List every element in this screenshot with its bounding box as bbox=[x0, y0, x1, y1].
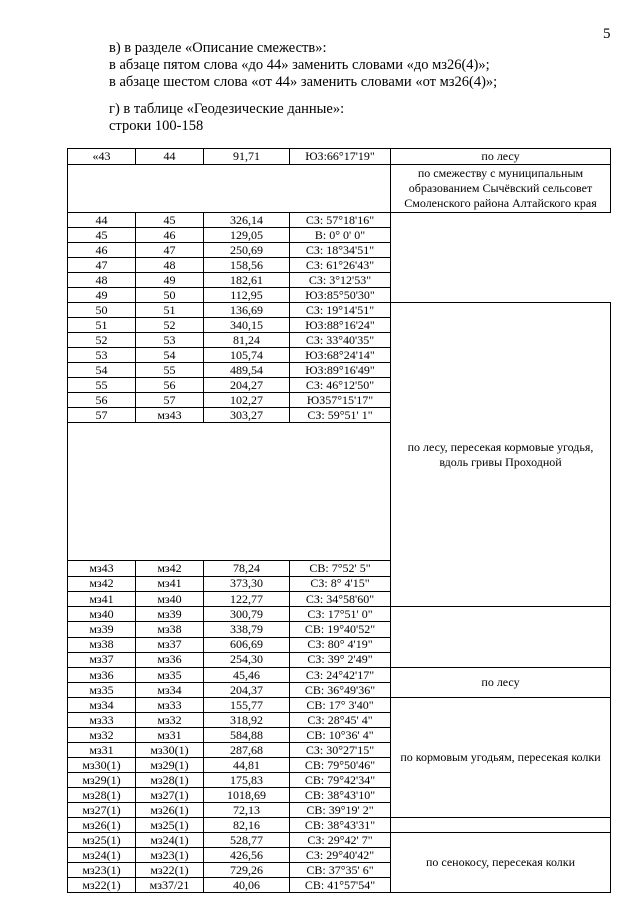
point-to-cell: мз24(1) bbox=[136, 833, 204, 848]
land-description-cell: по сенокосу, пересекая колки bbox=[391, 833, 611, 893]
distance-cell: 250,69 bbox=[204, 243, 290, 258]
bearing-cell: СЗ: 18°34'51" bbox=[290, 243, 391, 258]
point-from-cell: 53 bbox=[68, 348, 136, 363]
point-from-cell: мз37 bbox=[68, 652, 136, 667]
point-from-cell: 47 bbox=[68, 258, 136, 273]
bearing-cell: СЗ: 57°18'16" bbox=[290, 213, 391, 228]
distance-cell: 78,24 bbox=[204, 561, 290, 577]
bearing-cell: СЗ: 34°58'60" bbox=[290, 592, 391, 607]
distance-cell: 606,69 bbox=[204, 637, 290, 652]
point-to-cell: мз40 bbox=[136, 592, 204, 607]
point-from-cell: мз41 bbox=[68, 592, 136, 607]
table-row bbox=[68, 833, 611, 848]
point-from-cell: мз26(1) bbox=[68, 818, 136, 833]
point-from-cell: мз23(1) bbox=[68, 863, 136, 878]
land-description-cell: по лесу bbox=[391, 149, 611, 165]
distance-cell: 300,79 bbox=[204, 607, 290, 622]
distance-cell: 44,81 bbox=[204, 758, 290, 773]
distance-cell: 175,83 bbox=[204, 773, 290, 788]
point-to-cell: 51 bbox=[136, 303, 204, 318]
amendment-text bbox=[109, 40, 497, 135]
point-to-cell: мз26(1) bbox=[136, 803, 204, 818]
distance-cell: 287,68 bbox=[204, 743, 290, 758]
point-to-cell: мз38 bbox=[136, 622, 204, 637]
bearing-cell: СЗ: 33°40'35" bbox=[290, 333, 391, 348]
point-from-cell: мз32 bbox=[68, 728, 136, 743]
point-from-cell: 44 bbox=[68, 213, 136, 228]
point-to-cell: 55 bbox=[136, 363, 204, 378]
distance-cell: 102,27 bbox=[204, 393, 290, 408]
distance-cell: 112,95 bbox=[204, 288, 290, 303]
point-to-cell: 53 bbox=[136, 333, 204, 348]
table-row bbox=[68, 243, 611, 258]
land-description-cell: по лесу bbox=[391, 668, 611, 698]
distance-cell: 91,71 bbox=[204, 149, 290, 165]
point-to-cell: 47 bbox=[136, 243, 204, 258]
point-from-cell: 50 bbox=[68, 303, 136, 318]
point-to-cell: мз25(1) bbox=[136, 818, 204, 833]
bearing-cell: СЗ: 30°27'15" bbox=[290, 743, 391, 758]
bearing-cell: ЮЗ:66°17'19" bbox=[290, 149, 391, 165]
point-to-cell: мз41 bbox=[136, 576, 204, 592]
bearing-cell: СЗ: 29°42' 7" bbox=[290, 833, 391, 848]
point-to-cell: мз34 bbox=[136, 683, 204, 698]
table-row bbox=[68, 607, 611, 622]
distance-cell: 81,24 bbox=[204, 333, 290, 348]
distance-cell: 72,13 bbox=[204, 803, 290, 818]
distance-cell: 45,46 bbox=[204, 668, 290, 683]
distance-cell: 338,79 bbox=[204, 622, 290, 637]
distance-cell: 326,14 bbox=[204, 213, 290, 228]
point-from-cell: 48 bbox=[68, 273, 136, 288]
point-to-cell: 45 bbox=[136, 213, 204, 228]
point-to-cell: мз37/21 bbox=[136, 878, 204, 893]
point-from-cell: 45 bbox=[68, 228, 136, 243]
table-row bbox=[68, 652, 611, 667]
bearing-cell: СВ: 7°52' 5" bbox=[290, 561, 391, 577]
table-row bbox=[68, 273, 611, 288]
point-from-cell: мз39 bbox=[68, 622, 136, 637]
blank-cell bbox=[68, 423, 391, 561]
point-to-cell: мз32 bbox=[136, 713, 204, 728]
point-from-cell: мз27(1) bbox=[68, 803, 136, 818]
bearing-cell: СЗ: 80° 4'19" bbox=[290, 637, 391, 652]
bearing-cell: СЗ: 3°12'53" bbox=[290, 273, 391, 288]
point-from-cell: мз40 bbox=[68, 607, 136, 622]
distance-cell: 318,92 bbox=[204, 713, 290, 728]
bearing-cell: СВ: 79°42'34" bbox=[290, 773, 391, 788]
table-row bbox=[68, 258, 611, 273]
distance-cell: 82,16 bbox=[204, 818, 290, 833]
bearing-cell: СВ: 79°50'46" bbox=[290, 758, 391, 773]
land-description-cell: по кормовым угодьям, пересекая колки bbox=[391, 698, 611, 818]
point-from-cell: мз28(1) bbox=[68, 788, 136, 803]
bearing-cell: СВ: 38°43'10" bbox=[290, 788, 391, 803]
bearing-cell: СЗ: 8° 4'15" bbox=[290, 576, 391, 592]
point-from-cell: мз30(1) bbox=[68, 758, 136, 773]
distance-cell: 155,77 bbox=[204, 698, 290, 713]
point-to-cell: мз22(1) bbox=[136, 863, 204, 878]
point-to-cell: мз23(1) bbox=[136, 848, 204, 863]
intro-line-4: г) в таблице «Геодезические данные»: bbox=[109, 101, 345, 117]
point-to-cell: 56 bbox=[136, 378, 204, 393]
distance-cell: 129,05 bbox=[204, 228, 290, 243]
bearing-cell: СЗ: 29°40'42" bbox=[290, 848, 391, 863]
distance-cell: 158,56 bbox=[204, 258, 290, 273]
point-from-cell: мз31 bbox=[68, 743, 136, 758]
table-row bbox=[68, 303, 611, 318]
table-row bbox=[68, 818, 611, 833]
distance-cell: 340,15 bbox=[204, 318, 290, 333]
boundary-description: по смежеству с муниципальным образованием Сычёвский сельсовет Смоленского района Алтайского края bbox=[391, 165, 611, 213]
point-to-cell: мз27(1) bbox=[136, 788, 204, 803]
point-to-cell: мз36 bbox=[136, 652, 204, 667]
point-from-cell: мз22(1) bbox=[68, 878, 136, 893]
point-from-cell: мз38 bbox=[68, 637, 136, 652]
point-to-cell: 50 bbox=[136, 288, 204, 303]
distance-cell: 204,27 bbox=[204, 378, 290, 393]
point-from-cell: 56 bbox=[68, 393, 136, 408]
table-row bbox=[68, 288, 611, 303]
distance-cell: 729,26 bbox=[204, 863, 290, 878]
point-to-cell: 46 bbox=[136, 228, 204, 243]
point-from-cell: 46 bbox=[68, 243, 136, 258]
bearing-cell: СВ: 38°43'31" bbox=[290, 818, 391, 833]
point-from-cell: мз43 bbox=[68, 561, 136, 577]
distance-cell: 303,27 bbox=[204, 408, 290, 423]
point-to-cell: 57 bbox=[136, 393, 204, 408]
point-from-cell: мз42 bbox=[68, 576, 136, 592]
intro-line-3: в абзаце шестом слова «от 44» заменить словами «от мз26(4)»; bbox=[109, 74, 498, 90]
distance-cell: 136,69 bbox=[204, 303, 290, 318]
table-row bbox=[68, 698, 611, 713]
bearing-cell: ЮЗ57°15'17" bbox=[290, 393, 391, 408]
distance-cell: 105,74 bbox=[204, 348, 290, 363]
table-row bbox=[68, 149, 611, 165]
distance-cell: 426,56 bbox=[204, 848, 290, 863]
distance-cell: 122,77 bbox=[204, 592, 290, 607]
point-to-cell: мз43 bbox=[136, 408, 204, 423]
distance-cell: 40,06 bbox=[204, 878, 290, 893]
boundary-section-row bbox=[68, 165, 611, 213]
bearing-cell: СВ: 36°49'36" bbox=[290, 683, 391, 698]
point-from-cell: 49 bbox=[68, 288, 136, 303]
bearing-cell: СЗ: 17°51' 0" bbox=[290, 607, 391, 622]
point-from-cell: мз36 bbox=[68, 668, 136, 683]
point-to-cell: мз37 bbox=[136, 637, 204, 652]
bearing-cell: ЮЗ:85°50'30" bbox=[290, 288, 391, 303]
point-to-cell: 44 bbox=[136, 149, 204, 165]
bearing-cell: СВ: 39°19' 2" bbox=[290, 803, 391, 818]
point-from-cell: 57 bbox=[68, 408, 136, 423]
table-row bbox=[68, 622, 611, 637]
intro-line-1: в) в разделе «Описание смежеств»: bbox=[109, 40, 327, 56]
bearing-cell: СЗ: 59°51' 1" bbox=[290, 408, 391, 423]
intro-line-5: строки 100-158 bbox=[109, 118, 204, 134]
distance-cell: 489,54 bbox=[204, 363, 290, 378]
distance-cell: 528,77 bbox=[204, 833, 290, 848]
point-from-cell: 55 bbox=[68, 378, 136, 393]
table-row bbox=[68, 668, 611, 683]
point-to-cell: 49 bbox=[136, 273, 204, 288]
distance-cell: 254,30 bbox=[204, 652, 290, 667]
bearing-cell: СЗ: 28°45' 4" bbox=[290, 713, 391, 728]
distance-cell: 1018,69 bbox=[204, 788, 290, 803]
point-to-cell: 48 bbox=[136, 258, 204, 273]
geodetic-data-table bbox=[67, 148, 611, 893]
point-to-cell: мз39 bbox=[136, 607, 204, 622]
point-from-cell: мз24(1) bbox=[68, 848, 136, 863]
land-description-cell: по лесу, пересекая кормовые угодья, вдоль гривы Проходной bbox=[391, 303, 611, 607]
point-from-cell: 51 bbox=[68, 318, 136, 333]
distance-cell: 204,37 bbox=[204, 683, 290, 698]
bearing-cell: СЗ: 24°42'17" bbox=[290, 668, 391, 683]
point-from-cell: «43 bbox=[68, 149, 136, 165]
point-to-cell: мз33 bbox=[136, 698, 204, 713]
bearing-cell: СВ: 37°35' 6" bbox=[290, 863, 391, 878]
point-to-cell: мз28(1) bbox=[136, 773, 204, 788]
bearing-cell: СЗ: 61°26'43" bbox=[290, 258, 391, 273]
bearing-cell: СВ: 41°57'54" bbox=[290, 878, 391, 893]
bearing-cell: В: 0° 0' 0" bbox=[290, 228, 391, 243]
bearing-cell: СЗ: 19°14'51" bbox=[290, 303, 391, 318]
bearing-cell: ЮЗ:88°16'24" bbox=[290, 318, 391, 333]
point-to-cell: мз30(1) bbox=[136, 743, 204, 758]
point-from-cell: мз25(1) bbox=[68, 833, 136, 848]
point-from-cell: 52 bbox=[68, 333, 136, 348]
bearing-cell: СВ: 19°40'52" bbox=[290, 622, 391, 637]
land-description-cell bbox=[391, 818, 611, 833]
point-to-cell: мз42 bbox=[136, 561, 204, 577]
point-to-cell: мз29(1) bbox=[136, 758, 204, 773]
page-number: 5 bbox=[603, 26, 611, 42]
point-to-cell: 52 bbox=[136, 318, 204, 333]
bearing-cell: ЮЗ:89°16'49" bbox=[290, 363, 391, 378]
point-from-cell: мз34 bbox=[68, 698, 136, 713]
point-from-cell: мз35 bbox=[68, 683, 136, 698]
blank-cell bbox=[68, 165, 391, 213]
bearing-cell: СЗ: 39° 2'49" bbox=[290, 652, 391, 667]
bearing-cell: СЗ: 46°12'50" bbox=[290, 378, 391, 393]
point-to-cell: мз35 bbox=[136, 668, 204, 683]
table-row bbox=[68, 213, 611, 228]
geodetic-table-body bbox=[68, 149, 611, 893]
distance-cell: 182,61 bbox=[204, 273, 290, 288]
point-from-cell: мз33 bbox=[68, 713, 136, 728]
intro-line-2: в абзаце пятом слова «до 44» заменить словами «до мз26(4)»; bbox=[109, 57, 490, 73]
table-row bbox=[68, 228, 611, 243]
distance-cell: 584,88 bbox=[204, 728, 290, 743]
point-from-cell: мз29(1) bbox=[68, 773, 136, 788]
bearing-cell: СВ: 17° 3'40" bbox=[290, 698, 391, 713]
table-row bbox=[68, 637, 611, 652]
point-from-cell: 54 bbox=[68, 363, 136, 378]
bearing-cell: СВ: 10°36' 4" bbox=[290, 728, 391, 743]
bearing-cell: ЮЗ:68°24'14" bbox=[290, 348, 391, 363]
distance-cell: 373,30 bbox=[204, 576, 290, 592]
point-to-cell: 54 bbox=[136, 348, 204, 363]
point-to-cell: мз31 bbox=[136, 728, 204, 743]
